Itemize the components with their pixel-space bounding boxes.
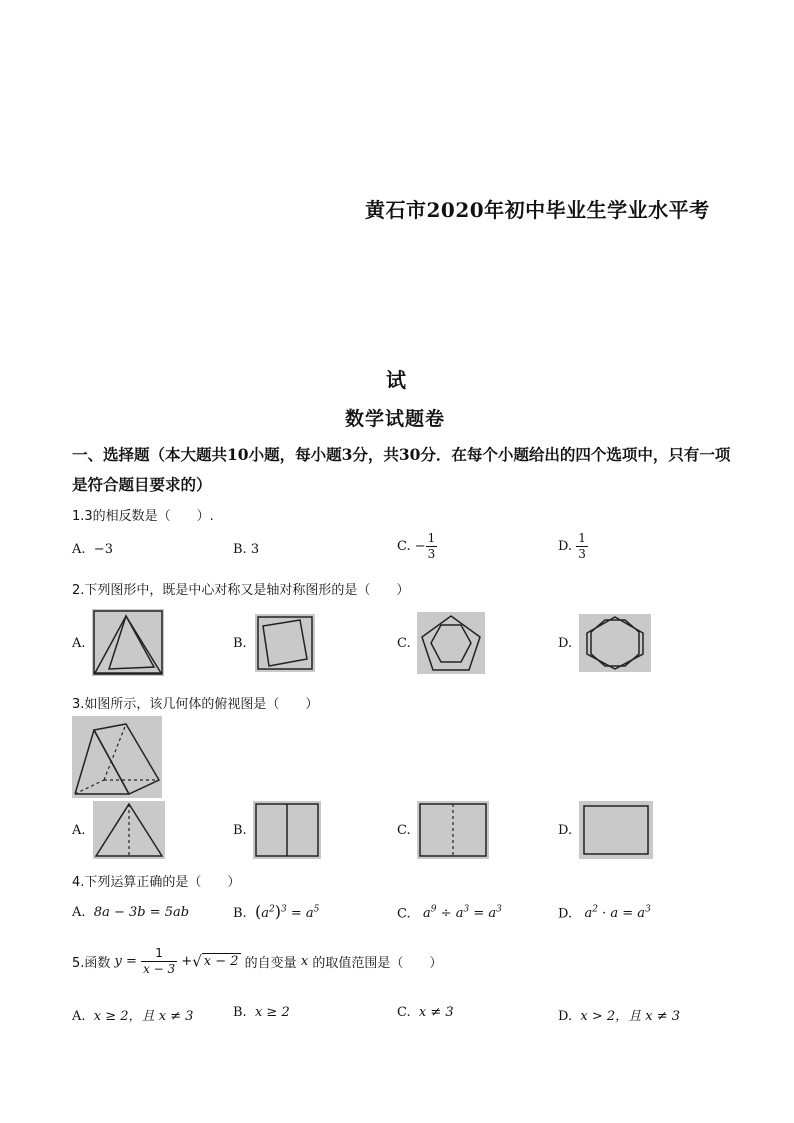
option-label: D. <box>558 906 573 922</box>
page-title: 黄石市2020年初中毕业生学业水平考 <box>365 198 710 222</box>
exponent: 9 <box>430 905 437 915</box>
rectangle-dashed-divider-figure <box>417 801 489 859</box>
exponent: 3 <box>280 904 287 915</box>
option-label: D. <box>558 539 573 554</box>
question-1-stem: 1.3的相反数是（ ）. <box>72 509 214 524</box>
option-value: 3 <box>250 542 260 557</box>
q1-option-a <box>72 542 113 557</box>
option-label: B. <box>233 542 247 557</box>
question-2-stem: 2.下列图形中，既是中心对称又是轴对称图形的是（ ） <box>72 583 410 598</box>
q5-option-d <box>558 1005 680 1024</box>
fraction <box>426 531 438 562</box>
fraction-numerator: 1 <box>141 946 177 962</box>
rhs: = a <box>469 906 497 922</box>
q4-option-d <box>558 905 651 921</box>
q5-option-b <box>233 1005 290 1020</box>
stem-middle: 的自变量 <box>244 956 297 971</box>
option-label: C. <box>397 906 411 922</box>
page-subtitle: 数学试题卷 <box>345 408 446 430</box>
q2-figure-d <box>579 614 651 672</box>
q2-figure-c <box>417 612 485 674</box>
octagon-star-figure <box>579 614 651 672</box>
square-with-triangles-figure <box>92 609 164 676</box>
fraction <box>141 946 177 977</box>
option-value: x ≠ 3 <box>418 1005 454 1020</box>
rhs: = a <box>290 906 314 921</box>
option-value: −3 <box>93 542 113 557</box>
exponent: 2 <box>592 905 598 915</box>
base: a <box>584 906 593 922</box>
q4-option-c <box>397 905 502 921</box>
fraction-denominator: x − 3 <box>143 962 176 976</box>
option-value: x ≥ 2 <box>254 1005 290 1020</box>
option-expression: 8a − 3b = 5ab <box>93 905 190 920</box>
q3-solid-figure <box>72 716 162 798</box>
q4-option-a <box>72 905 189 920</box>
option-expression <box>585 906 651 921</box>
q3-figure-d <box>579 801 653 859</box>
square-in-square-figure <box>255 614 315 672</box>
exponent: 5 <box>313 904 320 915</box>
minus-sign: − <box>414 539 426 554</box>
q2-figure-a <box>92 609 164 676</box>
option-expression: $(a^2)^3 = a^5$ <box>254 902 320 921</box>
q3-figure-c <box>417 801 489 859</box>
q5-option-c <box>397 1005 454 1020</box>
base: a <box>261 906 269 921</box>
base: a <box>423 906 431 922</box>
fraction-denominator: 3 <box>578 547 586 561</box>
option-label: A. <box>72 542 86 557</box>
sqrt-symbol: √ <box>192 952 202 971</box>
rectangle-solid-divider-figure <box>253 801 321 859</box>
q2-option-c-label: C. <box>397 636 411 651</box>
plus-sign: + <box>181 954 193 969</box>
page-title-continuation: 试 <box>386 368 406 392</box>
q3-option-d-label: D. <box>558 823 573 838</box>
q2-figure-b <box>255 614 315 672</box>
function-lhs: y = <box>114 954 137 969</box>
q1-option-c <box>397 531 437 562</box>
fraction <box>576 531 588 562</box>
option-label: A. <box>72 1009 86 1024</box>
triangular-prism-figure <box>72 716 162 798</box>
fraction-numerator: 1 <box>578 531 586 545</box>
q3-figure-a <box>93 801 165 859</box>
question-4-stem: 4.下列运算正确的是（ ） <box>72 875 241 890</box>
option-label: C. <box>397 539 411 554</box>
variable: x <box>300 954 309 969</box>
fraction-denominator: 3 <box>427 547 436 561</box>
option-label: C. <box>397 1005 411 1020</box>
operator: ÷ a <box>436 906 464 922</box>
operator: · a = a <box>598 906 646 922</box>
question-3-stem: 3.如图所示，该几何体的俯视图是（ ） <box>72 697 319 712</box>
option-value: x ≥ 2，且 x ≠ 3 <box>93 1009 194 1024</box>
question-5-stem <box>72 946 442 977</box>
fraction-numerator: 1 <box>427 531 436 545</box>
triangle-with-dashed-median-figure <box>93 801 165 859</box>
option-label: B. <box>233 906 247 921</box>
rectangle-figure <box>579 801 653 859</box>
q2-option-a-label: A. <box>72 636 86 651</box>
q3-option-b-label: B. <box>233 823 247 838</box>
q2-option-d-label: D. <box>558 636 573 651</box>
exponent: 2 <box>268 904 275 915</box>
stem-prefix: 5.函数 <box>72 956 111 971</box>
exponent: 3 <box>463 905 470 915</box>
option-label: B. <box>233 1005 247 1020</box>
option-value: x > 2，且 x ≠ 3 <box>580 1009 681 1024</box>
section-heading: 一、选择题（本大题共10小题，每小题3分，共30分．在每个小题给出的四个选项中，只有一项是符合题目要求的） <box>72 445 731 494</box>
q2-option-b-label: B. <box>233 636 247 651</box>
option-label: A. <box>72 905 86 920</box>
q1-option-d <box>558 531 588 562</box>
q4-option-b <box>233 902 319 921</box>
q5-option-a <box>72 1005 193 1024</box>
exponent: 3 <box>496 905 502 915</box>
exponent: 3 <box>645 905 651 915</box>
option-expression <box>423 906 502 921</box>
q1-option-b <box>233 542 259 557</box>
q3-figure-b <box>253 801 321 859</box>
hexagon-in-pentagon-figure <box>417 612 485 674</box>
option-label: D. <box>558 1009 573 1024</box>
q3-option-c-label: C. <box>397 823 411 838</box>
sqrt-radicand: x − 2 <box>203 954 239 969</box>
stem-end: 的取值范围是（ ） <box>312 956 443 971</box>
q3-option-a-label: A. <box>72 823 86 838</box>
